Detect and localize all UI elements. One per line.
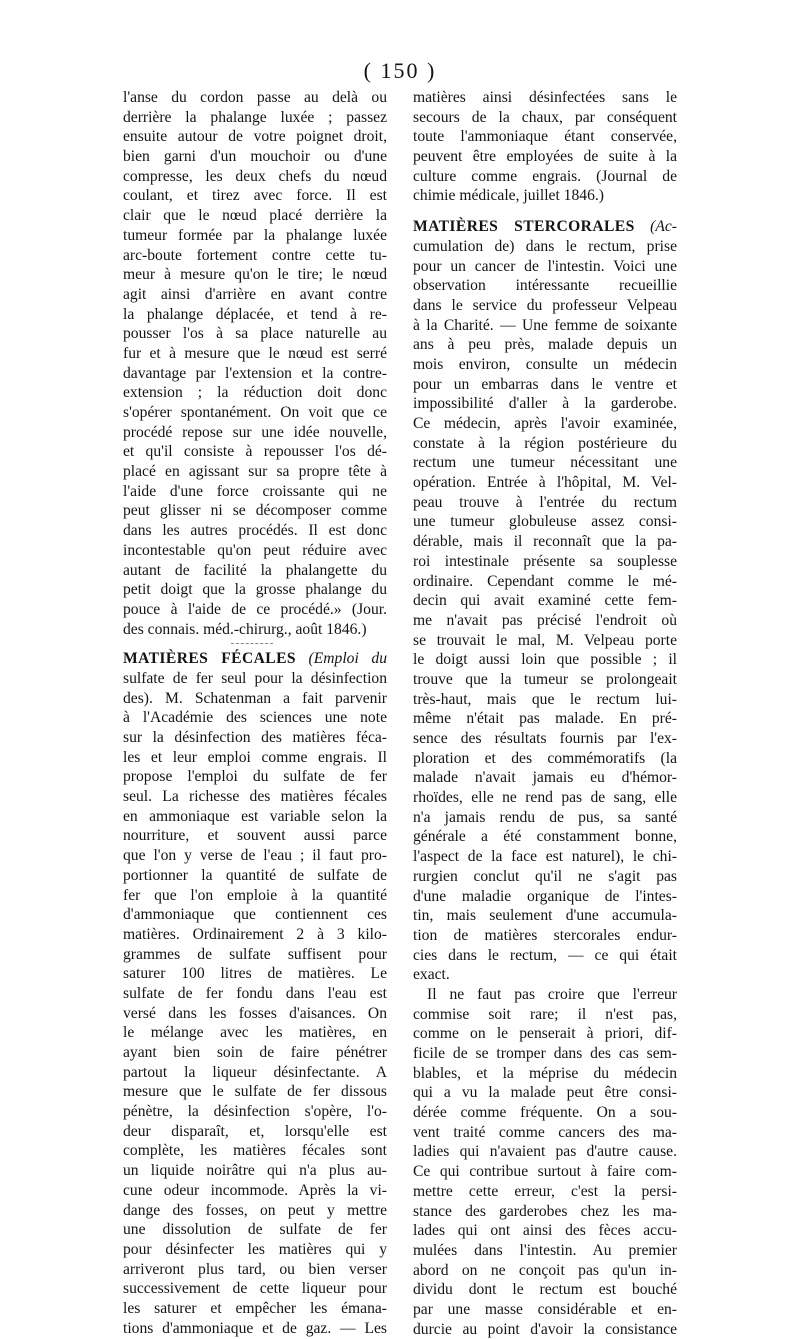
text-line: pousser l'os à sa place naturelle au: [123, 325, 387, 343]
text-line: ensuite autour de votre poignet droit,: [123, 128, 387, 146]
text-line: et qu'il consiste à repousser l'os dé-: [123, 443, 387, 461]
text-line: bien garni d'un mouchoir ou d'une: [123, 148, 387, 166]
text-line: sur la désinfection des matières féca-: [123, 729, 387, 746]
section-heading: MATIÈRES FÉCALES: [123, 650, 296, 668]
text-line: dérée comme fréquente. On a sou-: [413, 1104, 677, 1122]
text-line: successivement de cette liqueur pour: [123, 1280, 387, 1298]
text-line: des connais. méd.-chirurg., août 1846.): [123, 620, 367, 638]
text-line: l'aide d'une force croissante qui ne: [123, 482, 387, 500]
text-line: derrière la phalange luxée ; passez: [123, 108, 387, 126]
text-line: stance des garderobes chez les ma-: [413, 1202, 677, 1220]
text-line: les et leur emploi comme engrais. Il: [123, 748, 387, 766]
text-line: rectum une tumeur nécessitant une: [413, 454, 677, 472]
text-line: extension ; la réduction doit donc: [123, 384, 387, 402]
text-line: Ce qui contribue surtout à faire com-: [413, 1163, 677, 1181]
text-line: nourriture, et souvent aussi parce: [123, 827, 387, 845]
text-line: abord on ne conçoit pas qu'un in-: [413, 1261, 677, 1279]
section-heading-subtitle: (Emploi du: [295, 650, 387, 668]
text-line: vent traité comme cancers des ma-: [413, 1123, 677, 1141]
text-line: complète, les matières fécales sont: [123, 1142, 387, 1160]
text-line: peut glisser ni se décomposer comme: [123, 502, 387, 520]
text-line: [123, 649, 387, 669]
text-line: versé dans les fosses d'aisances. On: [123, 1004, 387, 1022]
text-line: decin qui avait examiné cette fem-: [413, 592, 677, 610]
text-line: Il ne faut pas croire que l'erreur: [427, 985, 677, 1003]
text-line: ploration et des commémoratifs (la: [413, 749, 677, 767]
section-heading: MATIÈRES STERCORALES: [413, 218, 635, 236]
text-line: ficile de se tromper dans des cas sem-: [413, 1045, 677, 1062]
text-line: pour un cancer de l'intestin. Voici une: [413, 257, 677, 275]
text-line: que l'on y verse de l'eau ; il faut pro-: [123, 847, 387, 865]
text-line: le mélange avec les matières, en: [123, 1024, 387, 1042]
section-divider: [123, 639, 387, 649]
text-line: incontestable qu'on peut réduire avec: [123, 541, 387, 559]
text-line: pénètre, la désinfection s'opère, l'o-: [123, 1103, 387, 1121]
text-line: seul. La richesse des matières fécales: [123, 788, 387, 806]
text-line: cies dans le rectum, — ce qui était: [413, 946, 677, 964]
text-line: dividu dont le rectum est bouché: [413, 1281, 677, 1299]
text-line: en ammoniaque est variable selon la: [123, 807, 387, 825]
text-line: portionner la quantité de sulfate de: [123, 866, 387, 884]
text-line: placé en agissant sur sa propre tête à: [123, 463, 387, 481]
text-line: deur disparaît, et, lorsqu'elle est: [123, 1122, 387, 1140]
text-line: des). M. Schatenman a fait parvenir: [123, 689, 387, 707]
text-line: pour désinfecter les matières qui y: [123, 1240, 387, 1258]
text-line: par une masse considérable et en-: [413, 1300, 677, 1318]
text-line: durcie au point d'avoir la consistance: [413, 1320, 677, 1338]
text-line: peau trouve à l'entrée du rectum: [413, 493, 677, 511]
text-line: blables, et la méprise du médecin: [413, 1064, 677, 1082]
text-line: secours de la chaux, par conséquent: [413, 108, 677, 126]
text-line: pouce à l'aide de ce procédé.» (Jour.: [123, 600, 387, 618]
text-line: [413, 217, 677, 237]
text-line: compresse, les deux chefs du nœud: [123, 167, 387, 185]
section-gap: [413, 206, 677, 217]
text-line: partout la liqueur désinfectante. A: [123, 1063, 387, 1081]
text-line: lades qui ont ainsi des fèces accu-: [413, 1222, 677, 1240]
text-line: une dissolution de sulfate de fer: [123, 1221, 387, 1239]
text-line: arriveront plus tard, ou bien verser: [123, 1260, 387, 1278]
text-line: mois environ, consulte un médecin: [413, 355, 677, 373]
text-line: ayant bien soin de faire pénétrer: [123, 1044, 387, 1061]
text-line: impossibilité d'aller à la garderobe.: [413, 395, 677, 413]
text-line: tions d'ammoniaque et de gaz. — Les: [123, 1319, 387, 1337]
text-line: sulfate de fer seul pour la désinfection: [123, 669, 387, 687]
text-line: ordinaire. Cependant comme le mé-: [413, 572, 677, 590]
text-line: dérable, mais il reconnaît que la pa-: [413, 533, 677, 551]
text-line: d'ammoniaque que contiennent ces: [123, 906, 387, 924]
text-line: générale a été constamment bonne,: [413, 828, 677, 846]
text-line: rurgien conclut qu'il ne s'agit pas: [413, 867, 677, 885]
text-line: toute l'ammoniaque étant conservée,: [413, 128, 677, 146]
text-line: agit ainsi d'arrière en avant contre: [123, 285, 387, 303]
text-line: malade n'avait jamais eu d'hémor-: [413, 769, 677, 787]
text-line: les saturer et empêcher les émana-: [123, 1299, 387, 1317]
left-column: [123, 88, 387, 1338]
text-line: meur à mesure qu'on le tire; le nœud: [123, 266, 387, 284]
section-heading-subtitle: (Ac-: [634, 218, 677, 236]
text-line: qui a vu la malade peut être consi-: [413, 1084, 677, 1102]
text-line: davantage par l'extension et la contre-: [123, 364, 387, 382]
text-line: dange des fosses, on peut y mettre: [123, 1201, 387, 1219]
text-line: coulant, et tirez avec force. Il est: [123, 187, 387, 205]
text-line: n'a jamais rendu de pus, sa santé: [413, 808, 677, 826]
text-line: très-haut, mais que le rectum lui-: [413, 690, 677, 708]
text-line: me n'avait pas précisé l'endroit où: [413, 611, 677, 629]
text-line: matières ainsi désinfectées sans le: [413, 89, 677, 106]
text-line: l'anse du cordon passe au delà ou: [123, 89, 387, 106]
text-line: ans à peu près, malade depuis un: [413, 336, 677, 354]
text-line: dans le service du professeur Velpeau: [413, 296, 677, 314]
text-line: chimie médicale, juillet 1846.): [413, 187, 604, 205]
text-line: cumulation de) dans le rectum, prise: [413, 237, 677, 255]
text-line: fer que l'on emploie à la quantité: [123, 886, 387, 904]
text-line: la phalange déplacée, et tend à re-: [123, 305, 387, 323]
text-line: observation intéressante recueillie: [413, 277, 677, 295]
text-line: opération. Entrée à l'hôpital, M. Vel-: [413, 474, 677, 492]
text-line: tion de matières stercorales endur-: [413, 926, 677, 944]
text-line: le doigt aussi loin que possible ; il: [413, 651, 677, 669]
text-line: à l'Académie des sciences une note: [123, 709, 387, 727]
text-line: Ce médecin, après l'avoir examinée,: [413, 415, 677, 432]
text-line: mettre cette erreur, c'est la persi-: [413, 1182, 677, 1200]
text-line: se trouvait le mal, M. Velpeau porte: [413, 631, 677, 649]
text-line: mulées dans l'intestin. Au premier: [413, 1241, 677, 1259]
text-line: mesure que le sulfate de fer dissous: [123, 1083, 387, 1101]
text-line: s'opérer spontanément. On voit que ce: [123, 404, 387, 421]
text-line: pour un embarras dans le ventre et: [413, 375, 677, 393]
text-line: culture comme engrais. (Journal de: [413, 167, 677, 185]
text-line: l'aspect de la face est naturel), le chi-: [413, 848, 677, 866]
text-line: matières. Ordinairement 2 à 3 kilo-: [123, 925, 387, 943]
page-number: ( 150 ): [363, 58, 437, 83]
text-line: roi intestinale présente sa souplesse: [413, 552, 677, 570]
text-line: fur et à mesure que le nœud est serré: [123, 344, 387, 362]
text-line: sence des résultats fournis par l'ex-: [413, 730, 677, 747]
text-line: petit doigt que la grosse phalange du: [123, 581, 387, 599]
text-line: procédé repose sur une idée nouvelle,: [123, 423, 387, 441]
text-line: cune odeur incommode. Après la vi-: [123, 1181, 387, 1199]
text-line: constate à la région postérieure du: [413, 434, 677, 452]
text-line: un liquide noirâtre qui n'a plus au-: [123, 1162, 387, 1180]
text-line: à la Charité. — Une femme de soixante: [413, 316, 677, 334]
text-line: saturer 100 litres de matières. Le: [123, 965, 387, 983]
right-column: [413, 88, 677, 1339]
text-line: même n'était pas malade. En pré-: [413, 710, 677, 728]
text-line: sulfate de fer fondu dans l'eau est: [123, 984, 387, 1002]
text-line: trouve que la tumeur se prolongeait: [413, 670, 677, 688]
text-line: arc-boute fortement contre cette tu-: [123, 246, 387, 264]
text-line: comme on le penserait à priori, dif-: [413, 1025, 677, 1043]
text-line: autant de facilité la phalangette du: [123, 561, 387, 579]
text-line: grammes de sulfate suffisent pour: [123, 945, 387, 963]
text-line: commise soit rare; il n'est pas,: [413, 1005, 677, 1023]
text-line: tin, mais seulement d'une accumula-: [413, 907, 677, 925]
text-line: ladies qui n'avaient pas d'autre cause.: [413, 1143, 677, 1161]
text-line: clair que le nœud placé derrière la: [123, 207, 387, 225]
text-line: d'une maladie organique de l'intes-: [413, 887, 677, 905]
text-line: peuvent être employées de suite à la: [413, 148, 677, 166]
text-line: exact.: [413, 966, 450, 984]
text-line: dans les autres procédés. Il est donc: [123, 522, 387, 540]
text-line: propose l'emploi du sulfate de fer: [123, 768, 387, 786]
text-line: rhoïdes, elle ne rend pas de sang, elle: [413, 789, 677, 807]
text-line: une tumeur globuleuse assez consi-: [413, 513, 677, 531]
text-line: tumeur formée par la phalange luxée: [123, 226, 387, 244]
